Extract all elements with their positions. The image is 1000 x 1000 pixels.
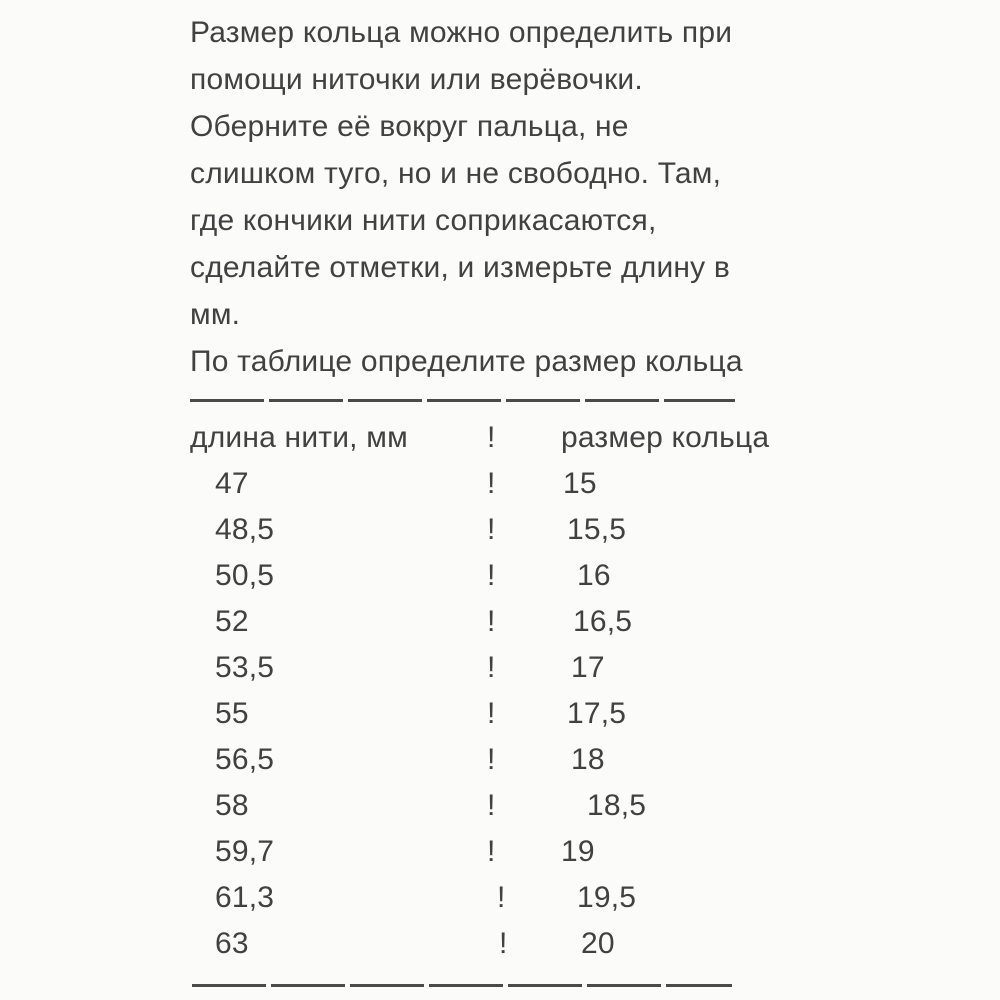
separator-cell: !	[487, 835, 496, 868]
separator-cell: !	[487, 789, 496, 822]
intro-line: слишком туго, но и не свободно. Там,	[190, 157, 722, 190]
ring-size-cell: 20	[581, 927, 615, 960]
table-row	[190, 875, 1000, 921]
table-row	[190, 737, 1000, 783]
table-row	[190, 507, 1000, 553]
separator-cell: !	[487, 651, 496, 684]
intro-line: Размер кольца можно определить при	[190, 16, 733, 49]
ring-size-cell: 19	[561, 835, 595, 868]
table-row	[190, 691, 1000, 737]
thread-length-cell: 55	[215, 697, 249, 730]
intro-line: сделайте отметки, и измерьте длину в	[190, 251, 731, 284]
thread-length-cell: 56,5	[215, 743, 275, 776]
ring-size-cell: 17,5	[567, 697, 627, 730]
intro-line: По таблице определите размер кольца	[190, 345, 743, 378]
ring-size-cell: 15	[563, 467, 597, 500]
ring-size-cell: 16	[577, 559, 611, 592]
ring-size-cell: 19,5	[577, 881, 637, 914]
table-row	[190, 599, 1000, 645]
ring-size-cell: 16,5	[573, 605, 633, 638]
table-top-divider	[190, 399, 735, 402]
table-row	[190, 783, 1000, 829]
separator-cell: !	[499, 927, 508, 960]
table-row	[190, 553, 1000, 599]
intro-line: где кончики нити соприкасаются,	[190, 204, 657, 237]
table-row	[190, 645, 1000, 691]
thread-length-header: длина нити, мм	[190, 421, 408, 454]
thread-length-cell: 63	[215, 927, 249, 960]
intro-line: Оберните её вокруг пальца, не	[190, 110, 629, 143]
thread-length-cell: 50,5	[215, 559, 275, 592]
separator-cell: !	[487, 697, 496, 730]
table-bottom-divider	[192, 984, 732, 987]
separator-cell: !	[487, 605, 496, 638]
ring-size-table-body	[190, 461, 1000, 967]
ring-size-table	[190, 415, 1000, 967]
table-row	[190, 829, 1000, 875]
ring-size-cell: 18	[571, 743, 605, 776]
separator-cell: !	[487, 513, 496, 546]
intro-line: помощи ниточки или верёвочки.	[190, 63, 643, 96]
thread-length-cell: 52	[215, 605, 249, 638]
ring-size-header: размер кольца	[561, 421, 770, 454]
intro-line: мм.	[190, 298, 241, 331]
ring-size-cell: 17	[571, 651, 605, 684]
thread-length-cell: 53,5	[215, 651, 275, 684]
header-separator: !	[487, 421, 496, 454]
separator-cell: !	[487, 559, 496, 592]
table-row	[190, 921, 1000, 967]
intro-text	[190, 9, 1000, 385]
ring-size-cell: 15,5	[567, 513, 627, 546]
thread-length-cell: 47	[215, 467, 249, 500]
table-row	[190, 461, 1000, 507]
thread-length-cell: 48,5	[215, 513, 275, 546]
thread-length-cell: 61,3	[215, 881, 275, 914]
separator-cell: !	[487, 743, 496, 776]
thread-length-cell: 59,7	[215, 835, 275, 868]
table-header-row	[190, 415, 1000, 461]
thread-length-cell: 58	[215, 789, 249, 822]
separator-cell: !	[487, 467, 496, 500]
ring-size-cell: 18,5	[587, 789, 647, 822]
separator-cell: !	[497, 881, 506, 914]
